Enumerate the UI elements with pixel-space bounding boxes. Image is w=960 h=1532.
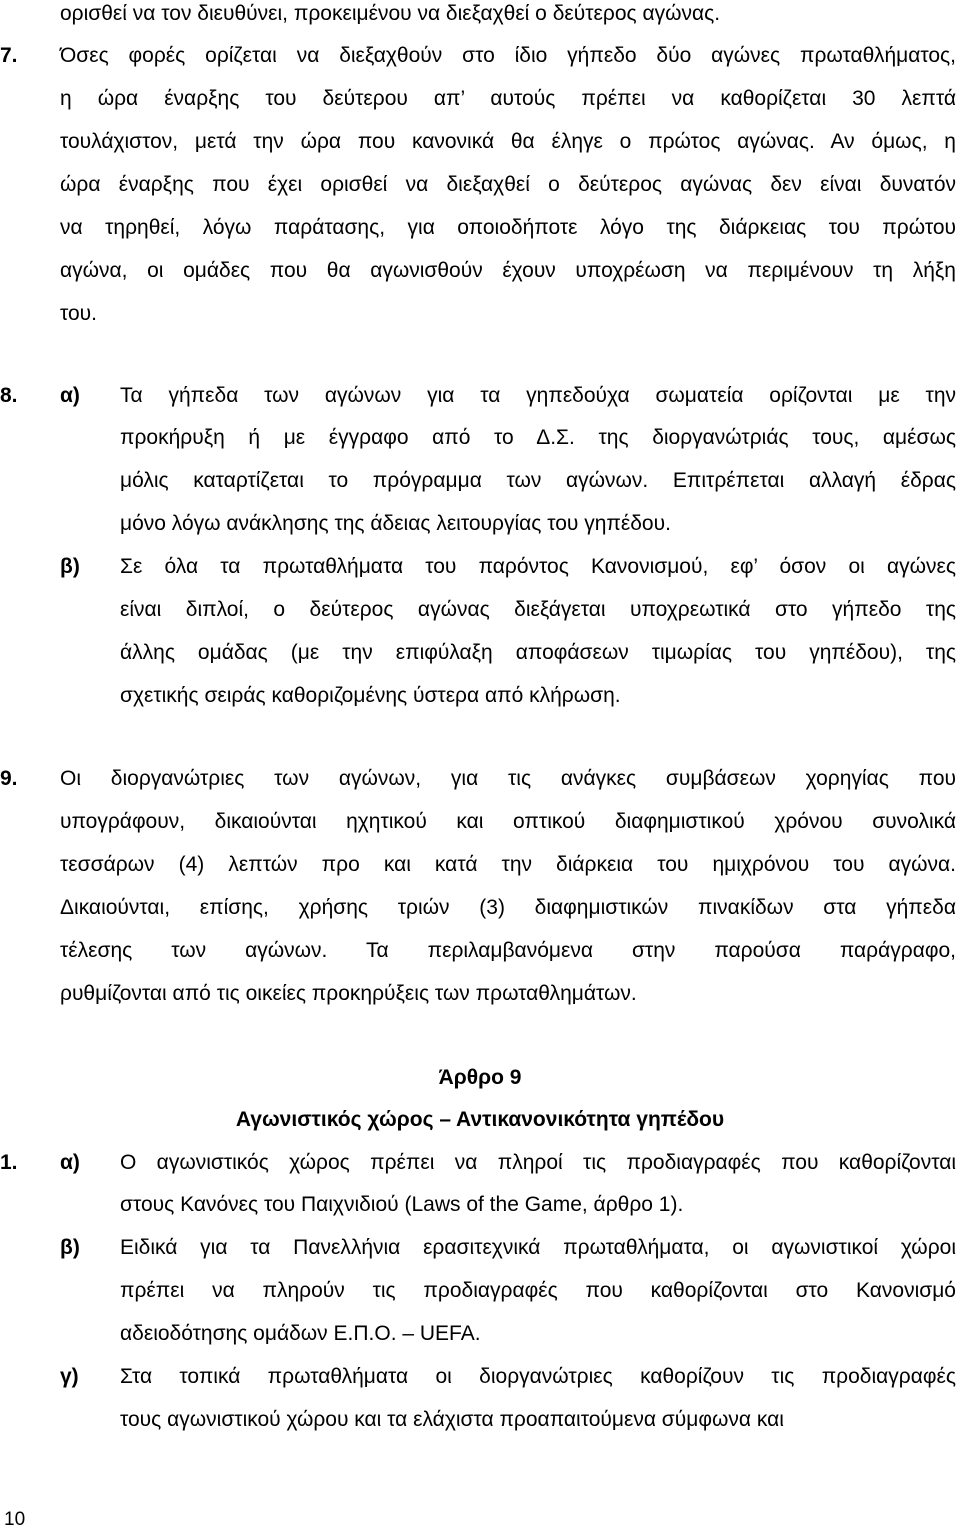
sub-item-label: α) — [60, 1151, 80, 1174]
paragraph-line: μόλις καταρτίζεται το πρόγραμμα των αγώνων. Επιτρέπεται αλλαγή έδρας — [120, 469, 956, 492]
paragraph-line: Δικαιούνται, επίσης, χρήσης τριών (3) διαφημιστικών πινακίδων στα γήπεδα — [60, 896, 956, 919]
paragraph-line: πρέπει να πληρούν τις προδιαγραφές που καθορίζονται στο Κανονισμό — [120, 1279, 956, 1302]
page-number: 10 — [4, 1509, 26, 1530]
paragraph-line: να τηρηθεί, λόγω παράτασης, για οποιοδήποτε λόγο της διάρκειας του πρώτου — [60, 216, 956, 239]
paragraph-line: ορισθεί να τον διευθύνει, προκειμένου να διεξαχθεί ο δεύτερος αγώνας. — [60, 2, 721, 25]
paragraph-line: ρυθμίζονται από τις οικείες προκηρύξεις των πρωταθλημάτων. — [60, 982, 637, 1005]
paragraph-line: μόνο λόγω ανάκλησης της άδειας λειτουργίας του γηπέδου. — [120, 512, 671, 535]
paragraph-line: του. — [60, 302, 97, 325]
paragraph-line: ώρα έναρξης που έχει ορισθεί να διεξαχθεί ο δεύτερος αγώνας δεν είναι δυνατόν — [60, 173, 956, 196]
paragraph-line: αδειοδότησης ομάδων Ε.Π.Ο. – UEFA. — [120, 1322, 481, 1345]
paragraph-line: Σε όλα τα πρωταθλήματα του παρόντος Κανονισμού, εφ’ όσον οι αγώνες — [120, 555, 956, 578]
item-number: 1. — [0, 1151, 18, 1174]
paragraph-line: Στα τοπικά πρωταθλήματα οι διοργανώτριες καθορίζουν τις προδιαγραφές — [120, 1365, 956, 1388]
paragraph-line: σχετικής σειράς καθοριζομένης ύστερα από κλήρωση. — [120, 684, 621, 707]
paragraph-line: Ο αγωνιστικός χώρος πρέπει να πληροί τις προδιαγραφές που καθορίζονται — [120, 1151, 956, 1174]
item-number: 8. — [0, 384, 18, 407]
paragraph-line: προκήρυξη ή με έγγραφο από το Δ.Σ. της διοργανώτριάς τους, αμέσως — [120, 426, 956, 449]
paragraph-line: η ώρα έναρξης του δεύτερου απ’ αυτούς πρέπει να καθορίζεται 30 λεπτά — [60, 87, 956, 110]
paragraph-line: αγώνα, οι ομάδες που θα αγωνισθούν έχουν υποχρέωση να περιμένουν τη λήξη — [60, 259, 956, 282]
sub-item-label: α) — [60, 384, 80, 407]
item-number: 7. — [0, 44, 18, 67]
paragraph-line: στους Κανόνες του Παιχνιδιού (Laws of the Game, άρθρο 1). — [120, 1193, 684, 1216]
paragraph-line: τους αγωνιστικού χώρου και τα ελάχιστα προαπαιτούμενα σύμφωνα και — [120, 1408, 784, 1431]
paragraph-line: είναι διπλοί, ο δεύτερος αγώνας διεξάγεται υποχρεωτικά στο γήπεδο της — [120, 598, 956, 621]
paragraph-line: υπογράφουν, δικαιούνται ηχητικού και οπτικού διαφημιστικού χρόνου συνολικά — [60, 810, 956, 833]
article-heading: Άρθρο 9 — [438, 1066, 522, 1089]
article-subheading: Αγωνιστικός χώρος – Αντικανονικότητα γηπέδου — [235, 1108, 725, 1131]
paragraph-line: τέλεσης των αγώνων. Τα περιλαμβανόμενα στην παρούσα παράγραφο, — [60, 939, 956, 962]
paragraph-line: άλλης ομάδας (με την επιφύλαξη αποφάσεων τιμωρίας του γηπέδου), της — [120, 641, 956, 664]
paragraph-line: Τα γήπεδα των αγώνων για τα γηπεδούχα σωματεία ορίζονται με την — [120, 384, 956, 407]
paragraph-line: τεσσάρων (4) λεπτών προ και κατά την διάρκεια του ημιχρόνου του αγώνα. — [60, 853, 956, 876]
sub-item-label: β) — [60, 1236, 80, 1259]
item-number: 9. — [0, 767, 18, 790]
paragraph-line: Ειδικά για τα Πανελλήνια ερασιτεχνικά πρωταθλήματα, οι αγωνιστικοί χώροι — [120, 1236, 956, 1259]
sub-item-label: β) — [60, 555, 80, 578]
paragraph-line: Οι διοργανώτριες των αγώνων, για τις ανάγκες συμβάσεων χορηγίας που — [60, 767, 956, 790]
paragraph-line: τουλάχιστον, μετά την ώρα που κανονικά θα έληγε ο πρώτος αγώνας. Αν όμως, η — [60, 130, 956, 153]
paragraph-line: Όσες φορές ορίζεται να διεξαχθούν στο ίδιο γήπεδο δύο αγώνες πρωταθλήματος, — [60, 44, 956, 67]
sub-item-label: γ) — [60, 1365, 79, 1388]
